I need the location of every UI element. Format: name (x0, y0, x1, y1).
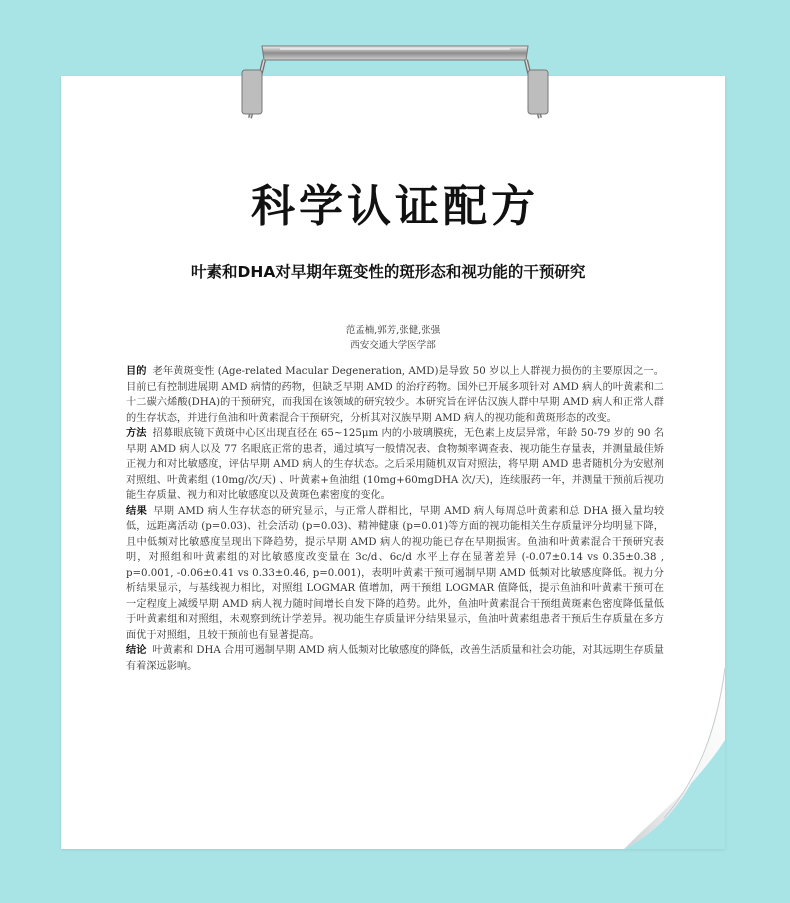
results-text: 早期 AMD 病人生存状态的研究显示，与正常人群相比，早期 AMD 病人每周总叶黄素和总 DHA 摄入量均较低，远距离活动 (p=0.03)、社会活动 (p=0.03)、精神健康 (p=0.01)等方面的视功能相关生存质量评分均明显下降，且中低频对比敏感度呈现出下降趋势，提示早期 AMD 病人的视功能已存在早期损害。鱼油和叶黄素混合干预研究表明，对照组和叶黄素组的对比敏感度改变量在 3c/d、6c/d 水平上存在显著差异 (-0.07±0.14 vs 0.35±0.38 , p=0.001, -0.06±0.41 vs 0.33±0.46, p=0.001)，表明叶黄素干预可遏制早期 AMD 低频对比敏感度降低。视力分析结果显示，与基线视力相比，对照组 LOGMAR 值增加，两干预组 LOGMAR 值降低，提示鱼油和叶黄素干预可在一定程度上减缓早期 AMD 病人视力随时间增长自发下降的趋势。此外，鱼油叶黄素混合干预组黄斑素色密度降低量低于叶黄素组和对照组，未观察到统计学差异。视功能生存质量评分结果显示，鱼油叶黄素组患者干预后生存质量在多方面优于对照组，且较干预前也有显著提高。 (126, 505, 665, 641)
methods-text: 招募眼底镜下黄斑中心区出现直径在 65~125μm 内的小玻璃膜疣，无色素上皮层异常，年龄 50-79 岁的 90 名早期 AMD 病人以及 77 名眼底正常的患者，通过填写一般情况表、食物频率调查表、视功能生存量表，并测量最佳矫正视力和对比敏感度，评估早期 AMD 病人的生存状态。之后采用随机双盲对照法，将早期 AMD 患者随机分为安慰剂对照组、叶黄素组 (10mg/次/天) 、叶黄素+鱼油组 (10mg+60mgDHA 次/天)，连续服药一年，并测量干预前后视功能生存质量、视力和对比敏感度以及黄斑色素密度的变化。 (126, 428, 665, 501)
objective-text: 老年黄斑变性 (Age-related Macular Degeneration, AMD)是导致 50 岁以上人群视力损伤的主要原因之一。目前已有控制进展期 AMD 病情的药物，但缺乏早期 AMD 的治疗药物。国外已开展多项针对 AMD 病人的叶黄素和二十二碳六烯酸(DHA)的干预研究，而我国在该领域的研究较少。本研究旨在评估汉族人群中早期 AMD 病人和正常人群的生存状态，并进行鱼油和叶黄素混合干预研究，分析其对汉族早期 AMD 病人的视功能和黄斑形态的改变。 (126, 366, 664, 424)
conclusion-label: 结论 (126, 645, 147, 656)
page-title: 科学认证配方 (251, 181, 539, 232)
page-curl (624, 668, 734, 856)
methods-label: 方法 (126, 428, 147, 439)
authors-line: 范孟楠,郭芳,张健,张强 (345, 325, 441, 336)
results-label: 结果 (126, 505, 148, 517)
abstract (126, 364, 664, 674)
methods-paragraph (126, 426, 664, 504)
author-block (61, 323, 725, 353)
paper-title: 叶素和DHA对早期年斑变性的斑形态和视功能的干预研究 (191, 263, 586, 281)
conclusion-text: 叶黄素和 DHA 合用可遏制早期 AMD 病人低频对比敏感度的降低，改善生活质量和社会功能，对其远期生存质量有着深远影响。 (126, 645, 664, 672)
objective-paragraph (126, 364, 664, 426)
results-paragraph (126, 504, 664, 644)
affiliation-line: 西安交通大学医学部 (350, 340, 436, 351)
conclusion-paragraph (126, 643, 664, 674)
clipboard-clip (240, 40, 550, 120)
objective-label: 目的 (126, 366, 147, 377)
